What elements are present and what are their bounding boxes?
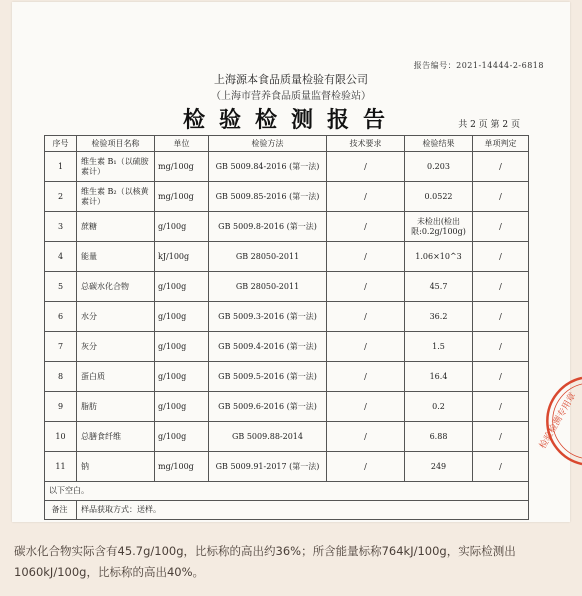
report-title: 检验检测报告 (182, 107, 399, 133)
report-number: 报告编号：2021-14444-2-6818 (413, 61, 544, 70)
table-row (45, 332, 529, 362)
cell-no: 10 (45, 422, 77, 452)
cell-requirement: / (327, 272, 405, 302)
cell-item: 总碳水化合物 (77, 272, 155, 302)
cell-result: 16.4 (405, 362, 473, 392)
cell-judgement: / (473, 302, 529, 332)
cell-method: GB 5009.8-2016 (第一法) (209, 212, 327, 242)
table-row (45, 182, 529, 212)
cell-result: 未检出(检出限:0.2g/100g) (405, 212, 473, 242)
organization-name: 上海源本食品质量检验有限公司 (214, 73, 368, 86)
header-requirement: 技术要求 (327, 136, 405, 152)
cell-method: GB 5009.84-2016 (第一法) (209, 152, 327, 182)
results-table (44, 135, 529, 520)
cell-judgement: / (473, 212, 529, 242)
cell-method: GB 5009.5-2016 (第一法) (209, 362, 327, 392)
cell-requirement: / (327, 242, 405, 272)
cell-method: GB 28050-2011 (209, 272, 327, 302)
cell-no: 8 (45, 362, 77, 392)
cell-judgement: / (473, 152, 529, 182)
cell-unit: kJ/100g (155, 242, 209, 272)
remark-label: 备注 (45, 501, 77, 520)
cell-item: 脂肪 (77, 392, 155, 422)
cell-unit: g/100g (155, 272, 209, 302)
header-item: 检验项目名称 (77, 136, 155, 152)
cell-requirement: / (327, 362, 405, 392)
cell-requirement: / (327, 212, 405, 242)
header-result: 检验结果 (405, 136, 473, 152)
cell-method: GB 5009.3-2016 (第一法) (209, 302, 327, 332)
cell-unit: mg/100g (155, 182, 209, 212)
cell-requirement: / (327, 422, 405, 452)
cell-item: 水分 (77, 302, 155, 332)
cell-no: 4 (45, 242, 77, 272)
table-row (45, 362, 529, 392)
cell-method: GB 5009.4-2016 (第一法) (209, 332, 327, 362)
table-row (45, 302, 529, 332)
cell-no: 5 (45, 272, 77, 302)
cell-unit: mg/100g (155, 452, 209, 482)
table-row (45, 152, 529, 182)
cell-result: 0.0522 (405, 182, 473, 212)
cell-unit: g/100g (155, 362, 209, 392)
table-row (45, 422, 529, 452)
cell-judgement: / (473, 452, 529, 482)
cell-item: 蛋白质 (77, 362, 155, 392)
cell-method: GB 5009.85-2016 (第一法) (209, 182, 327, 212)
caption-text: 碳水化合物实际含有45.7g/100g，比标称的高出约36%；所含能量标称764kJ/100g，实际检测出1060kJ/100g，比标称的高出40%。 (14, 544, 516, 579)
organization-alias: （上海市营养食品质量监督检验站） (211, 91, 371, 102)
stamp-text: 检验检测专用章 (538, 391, 579, 451)
cell-item: 维生素 B₂（以核黄素计） (77, 182, 155, 212)
cell-method: GB 5009.91-2017 (第一法) (209, 452, 327, 482)
cell-item: 能量 (77, 242, 155, 272)
table-row (45, 272, 529, 302)
header-judgement: 单项判定 (473, 136, 529, 152)
blank-note: 以下空白。 (45, 482, 529, 501)
table-row (45, 242, 529, 272)
table-row (45, 212, 529, 242)
cell-unit: g/100g (155, 332, 209, 362)
cell-no: 7 (45, 332, 77, 362)
cell-no: 11 (45, 452, 77, 482)
remark-row (45, 501, 529, 520)
cell-judgement: / (473, 392, 529, 422)
cell-unit: g/100g (155, 392, 209, 422)
remark-text: 样品获取方式：送样。 (77, 501, 529, 520)
cell-result: 1.5 (405, 332, 473, 362)
table-row (45, 392, 529, 422)
cell-item: 蔗糖 (77, 212, 155, 242)
table-row (45, 452, 529, 482)
blank-note-row (45, 482, 529, 501)
cell-unit: g/100g (155, 422, 209, 452)
cell-method: GB 5009.6-2016 (第一法) (209, 392, 327, 422)
header-unit: 单位 (155, 136, 209, 152)
cell-judgement: / (473, 362, 529, 392)
cell-requirement: / (327, 392, 405, 422)
cell-unit: g/100g (155, 302, 209, 332)
cell-method: GB 28050-2011 (209, 242, 327, 272)
cell-result: 0.2 (405, 392, 473, 422)
cell-item: 灰分 (77, 332, 155, 362)
cell-no: 1 (45, 152, 77, 182)
cell-result: 249 (405, 452, 473, 482)
cell-requirement: / (327, 182, 405, 212)
cell-requirement: / (327, 152, 405, 182)
cell-no: 3 (45, 212, 77, 242)
cell-result: 0.203 (405, 152, 473, 182)
cell-item: 钠 (77, 452, 155, 482)
header-no: 序号 (45, 136, 77, 152)
cell-requirement: / (327, 302, 405, 332)
inspection-stamp (538, 376, 582, 466)
cell-unit: g/100g (155, 212, 209, 242)
cell-item: 维生素 B₁（以硫胺素计） (77, 152, 155, 182)
cell-no: 9 (45, 392, 77, 422)
cell-judgement: / (473, 182, 529, 212)
cell-requirement: / (327, 332, 405, 362)
table-header-row (45, 136, 529, 152)
cell-result: 6.88 (405, 422, 473, 452)
cell-no: 6 (45, 302, 77, 332)
cell-result: 45.7 (405, 272, 473, 302)
cell-item: 总膳食纤维 (77, 422, 155, 452)
cell-judgement: / (473, 272, 529, 302)
cell-judgement: / (473, 422, 529, 452)
header-method: 检验方法 (209, 136, 327, 152)
cell-result: 36.2 (405, 302, 473, 332)
cell-result: 1.06×10^3 (405, 242, 473, 272)
page-info: 共 2 页 第 2 页 (458, 120, 520, 130)
cell-no: 2 (45, 182, 77, 212)
cell-unit: mg/100g (155, 152, 209, 182)
cell-judgement: / (473, 242, 529, 272)
cell-requirement: / (327, 452, 405, 482)
cell-method: GB 5009.88-2014 (209, 422, 327, 452)
cell-judgement: / (473, 332, 529, 362)
